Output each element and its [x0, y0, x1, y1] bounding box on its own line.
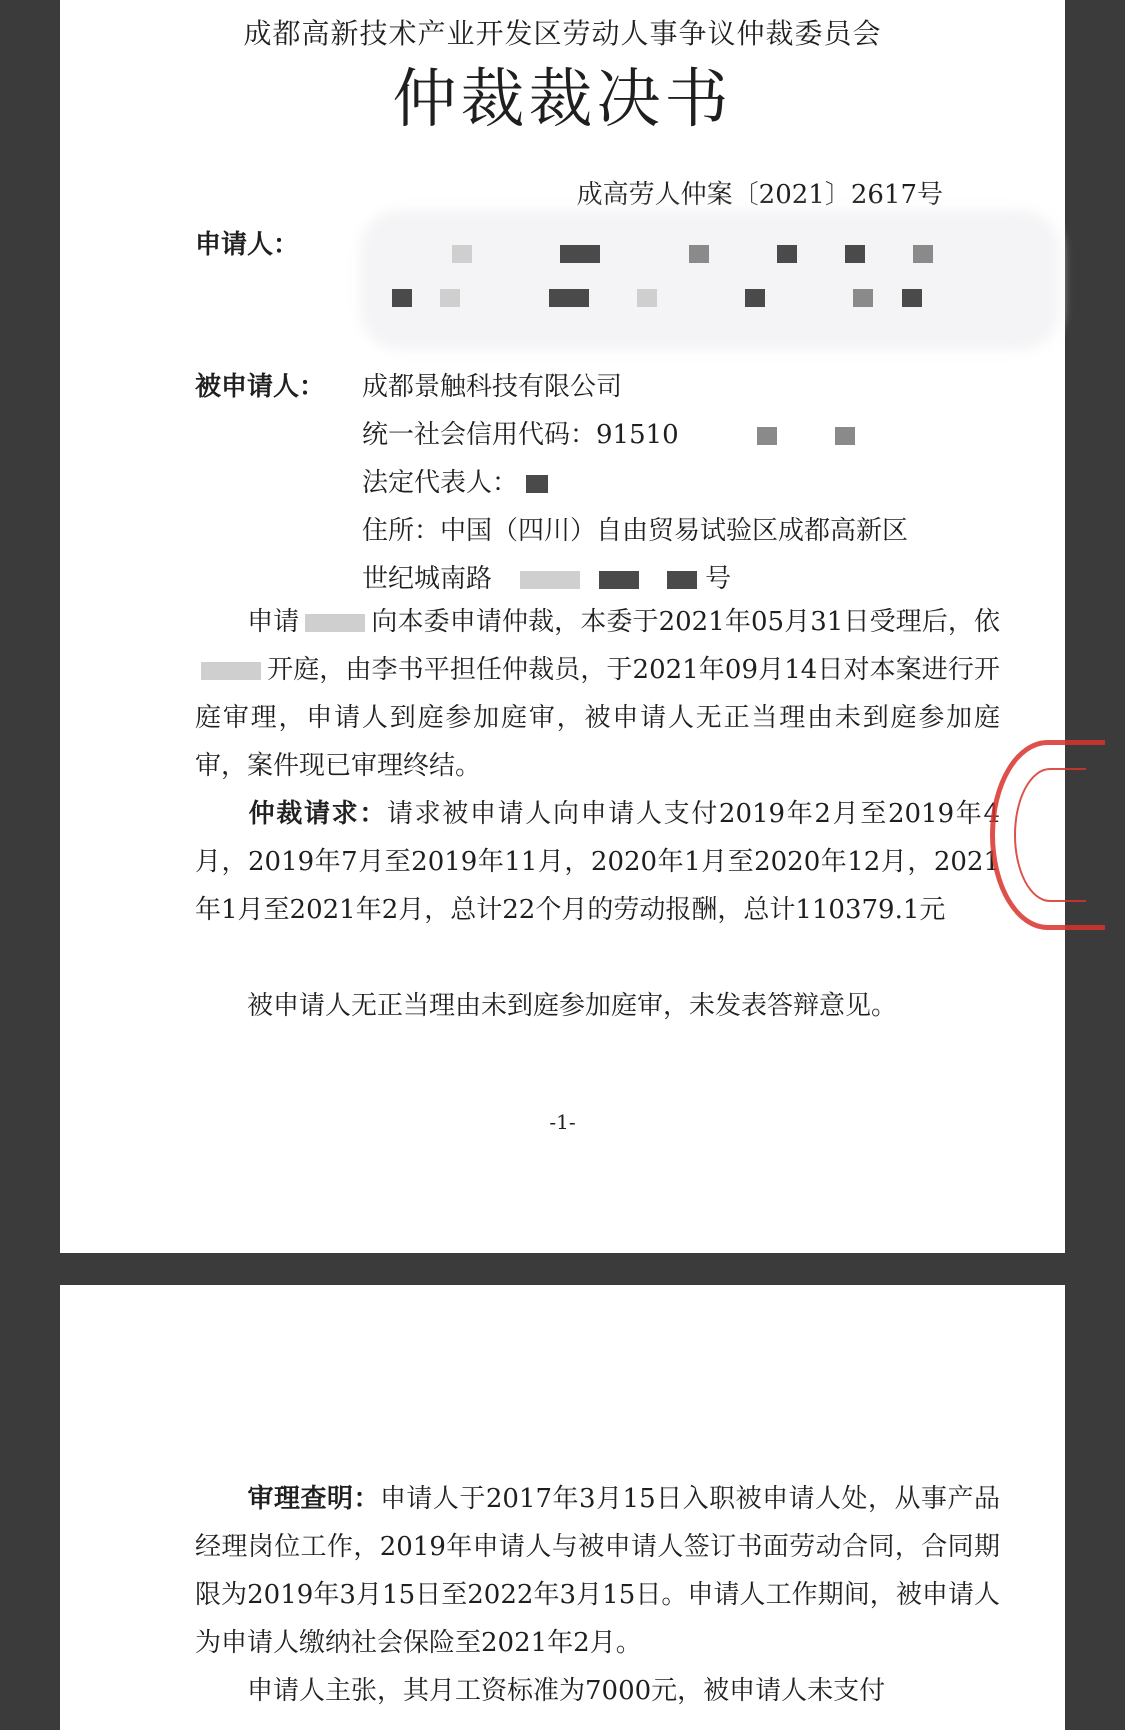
respondent-defense-paragraph — [195, 982, 1000, 1030]
applicant-redaction-row-1 — [362, 238, 933, 268]
findings-paragraph — [195, 1475, 1000, 1667]
claim-label: 仲裁请求： — [247, 799, 387, 829]
respondent-name: 成都景触科技有限公司 — [362, 372, 623, 402]
respondent-label: 被申请人： — [195, 372, 326, 402]
official-seal-stamp — [990, 740, 1105, 930]
redacted-applicant-info — [360, 210, 1060, 350]
arbitration-claim-paragraph — [195, 790, 1000, 934]
redaction — [757, 427, 777, 445]
intro-text-1: 申请 — [247, 607, 300, 637]
respondent-credit-code — [362, 414, 855, 451]
document-title: 仲裁裁决书 — [392, 63, 733, 137]
respondent-address-line-1: 住所：中国（四川）自由贸易试验区成都高新区 — [362, 516, 909, 546]
address-suffix: 号 — [705, 564, 732, 594]
redaction — [201, 662, 261, 680]
redaction — [667, 571, 697, 589]
redaction — [305, 614, 365, 632]
respondent-address-line-2 — [362, 558, 731, 595]
redaction — [599, 571, 639, 589]
document-page-2 — [60, 1285, 1065, 1730]
respondent-legal-representative — [362, 462, 548, 499]
salary-claim-paragraph — [195, 1667, 1000, 1715]
case-number: 成高劳人仲案〔2021〕2617号 — [576, 180, 943, 210]
page-number: -1- — [549, 1110, 576, 1134]
case-intro-paragraph — [195, 598, 1000, 790]
document-page-1 — [60, 0, 1065, 1253]
redaction — [520, 571, 580, 589]
redaction — [526, 475, 548, 493]
intro-text-2: 向本委申请仲裁，本委于2021年05月31日受理后，依 — [371, 607, 1000, 637]
legal-rep-label: 法定代表人： — [362, 468, 519, 498]
redaction — [835, 427, 855, 445]
applicant-redaction-row-2 — [362, 282, 922, 312]
address-prefix: 世纪城南路 — [362, 564, 493, 594]
intro-text-3: 开庭，由李书平担任仲裁员，于2021年09月14日对本案进行开庭审理，申请人到庭参加庭审，被申请人无正当理由未到庭参加庭审，案件现已审理终结。 — [195, 655, 1000, 781]
issuing-organization: 成都高新技术产业开发区劳动人事争议仲裁委员会 — [243, 17, 882, 50]
findings-label: 审理查明： — [247, 1484, 380, 1514]
findings-text: 申请人于2017年3月15日入职被申请人处，从事产品经理岗位工作，2019年申请人与被申请人签订书面劳动合同，合同期限为2019年3月15日至2022年3月15日。申请人工作期间，被申请人为申请人缴纳社会保险至2021年2月。 — [195, 1484, 1000, 1658]
credit-code-text: 统一社会信用代码：91510 — [362, 420, 679, 450]
defense-text: 被申请人无正当理由未到庭参加庭审，未发表答辩意见。 — [247, 991, 898, 1021]
salary-claim-text: 申请人主张，其月工资标准为7000元，被申请人未支付 — [247, 1676, 886, 1706]
claim-text: 请求被申请人向申请人支付2019年2月至2019年4月，2019年7月至2019年11月，2020年1月至2020年12月，2021年1月至2021年2月，总计22个月的劳动报酬，总计110379.1元 — [195, 799, 1000, 925]
applicant-label: 申请人： — [195, 230, 300, 260]
